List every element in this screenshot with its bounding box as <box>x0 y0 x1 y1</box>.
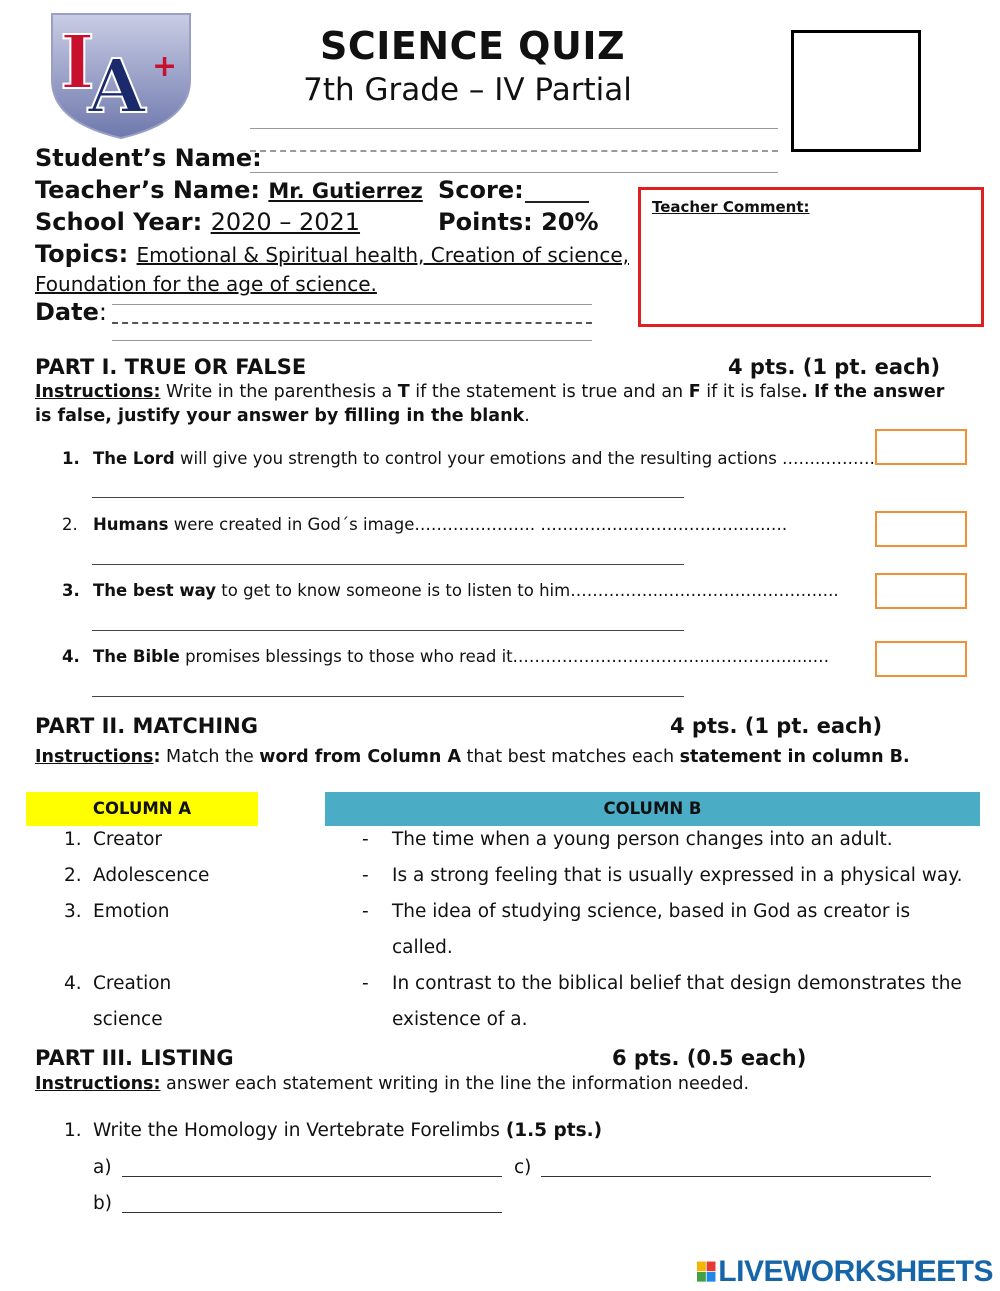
part1-instructions <box>35 380 965 428</box>
column-b-item-4-cont: existence of a. <box>392 1009 528 1030</box>
part2-instructions: Instructions: Match the word from Column A that best matches each statement in column B. <box>35 747 910 767</box>
score-field[interactable] <box>525 201 589 203</box>
column-b-item-3-cont: called. <box>392 937 453 958</box>
tf-item-1: 1. The Lord will give you strength to control your emotions and the resulting actions ……..……… <box>62 449 876 468</box>
blank-c-line[interactable] <box>541 1176 931 1177</box>
school-year-value: 2020 – 2021 <box>210 208 361 236</box>
photo-box <box>791 30 921 152</box>
topics-row <box>35 240 635 298</box>
student-name-field[interactable] <box>250 150 778 152</box>
part1-instructions-end: . <box>524 406 530 426</box>
liveworksheets-brand: LIVEWORKSHEETS <box>718 1255 993 1288</box>
justify-line-2[interactable] <box>92 564 684 565</box>
part1-instructions-f: F <box>688 382 701 402</box>
part2-title: PART II. MATCHING <box>35 714 258 738</box>
school-year-row <box>35 208 360 236</box>
answer-box-2[interactable] <box>875 511 967 547</box>
part2-instructions-label: Instructions <box>35 747 154 767</box>
blank-a-label: a) <box>93 1157 112 1178</box>
column-b-item-3: - The idea of studying science, based in God as creator is <box>362 901 911 922</box>
column-b-item-1: - The time when a young person changes into an adult. <box>362 829 893 850</box>
svg-text:I: I <box>60 20 95 106</box>
points-label: Points: 20% <box>438 208 599 236</box>
date-label: Date <box>35 298 99 326</box>
answer-box-4[interactable] <box>875 641 967 677</box>
column-a-item-3: 3. Emotion <box>64 901 170 922</box>
part1-instructions-t: T <box>397 382 410 402</box>
svg-text:+: + <box>152 49 178 84</box>
part1-instructions-text-c: if it is false <box>700 382 802 402</box>
svg-text:A: A <box>88 44 146 130</box>
column-b-item-2: - Is a strong feeling that is usually expressed in a physical way. <box>362 865 963 886</box>
justify-line-1[interactable] <box>92 497 684 498</box>
column-a-item-2: 2. Adolescence <box>64 865 210 886</box>
justify-line-3[interactable] <box>92 630 684 631</box>
blank-a-line[interactable] <box>122 1176 502 1177</box>
column-a-header: COLUMN A <box>26 792 258 826</box>
student-name-label: Student’s Name: <box>35 144 262 172</box>
blank-b-line[interactable] <box>122 1212 502 1213</box>
part3-points: 6 pts. (0.5 each) <box>612 1046 807 1070</box>
part1-points: 4 pts. (1 pt. each) <box>728 355 941 379</box>
justify-line-4[interactable] <box>92 696 684 697</box>
answer-box-1[interactable] <box>875 429 967 465</box>
liveworksheets-logo <box>697 1256 993 1288</box>
column-a-item-4: 4. Creation <box>64 973 172 994</box>
teacher-name-row <box>35 176 423 204</box>
topics-value-1: Emotional & Spiritual health, Creation of science, <box>136 243 629 267</box>
date-field[interactable] <box>112 322 592 324</box>
part1-instructions-text-a: Write in the parenthesis a <box>160 382 398 402</box>
date-colon: : <box>98 298 107 326</box>
blank-b-label: b) <box>93 1193 112 1214</box>
blank-c-label: c) <box>514 1157 532 1178</box>
topics-label: Topics: <box>35 240 129 268</box>
liveworksheets-icon <box>697 1259 716 1285</box>
date-line-bottom <box>112 340 592 341</box>
quiz-title: SCIENCE QUIZ <box>319 24 626 68</box>
tf-item-3: 3. The best way to get to know someone is to listen to him……………..………………………….. <box>62 581 839 600</box>
column-b-header: COLUMN B <box>325 792 980 826</box>
part1-instructions-text-b: if the statement is true and an <box>409 382 689 402</box>
column-a-item-1: 1. Creator <box>64 829 163 850</box>
tf-item-4: 4. The Bible promises blessings to those who read it.……………………………..……….…......… <box>62 647 830 666</box>
part3-title: PART III. LISTING <box>35 1046 234 1070</box>
column-a-item-4-cont: science <box>93 1009 163 1030</box>
score-row <box>438 176 524 204</box>
school-year-label: School Year: <box>35 208 203 236</box>
quiz-subtitle: 7th Grade – IV Partial <box>303 72 632 108</box>
part1-title: PART I. TRUE OR FALSE <box>35 355 307 379</box>
part3-instructions: Instructions: answer each statement writing in the line the information needed. <box>35 1074 750 1094</box>
date-row <box>35 298 107 326</box>
teacher-name-label: Teacher’s Name: <box>35 176 261 204</box>
student-name-underline <box>250 172 778 173</box>
date-line-top <box>112 304 592 305</box>
tf-item-2: 2. Humans were created in God´s image…………………. …………………………………..…. <box>62 515 788 534</box>
part2-points: 4 pts. (1 pt. each) <box>670 714 883 738</box>
part1-instructions-label: Instructions: <box>35 382 161 402</box>
teacher-comment-label: Teacher Comment: <box>652 198 810 216</box>
divider-line <box>250 128 778 129</box>
topics-value-2: Foundation for the age of science. <box>35 272 377 296</box>
column-b-item-4: - In contrast to the biblical belief that design demonstrates the <box>362 973 962 994</box>
answer-box-3[interactable] <box>875 573 967 609</box>
part1-instructions-bold: . If the answer is false, justify your answer by filling in the blank <box>35 382 945 426</box>
score-label: Score: <box>438 176 524 204</box>
teacher-name-value: Mr. Gutierrez <box>268 179 423 203</box>
listing-item-1: 1. Write the Homology in Vertebrate Forelimbs (1.5 pts.) <box>64 1120 603 1141</box>
